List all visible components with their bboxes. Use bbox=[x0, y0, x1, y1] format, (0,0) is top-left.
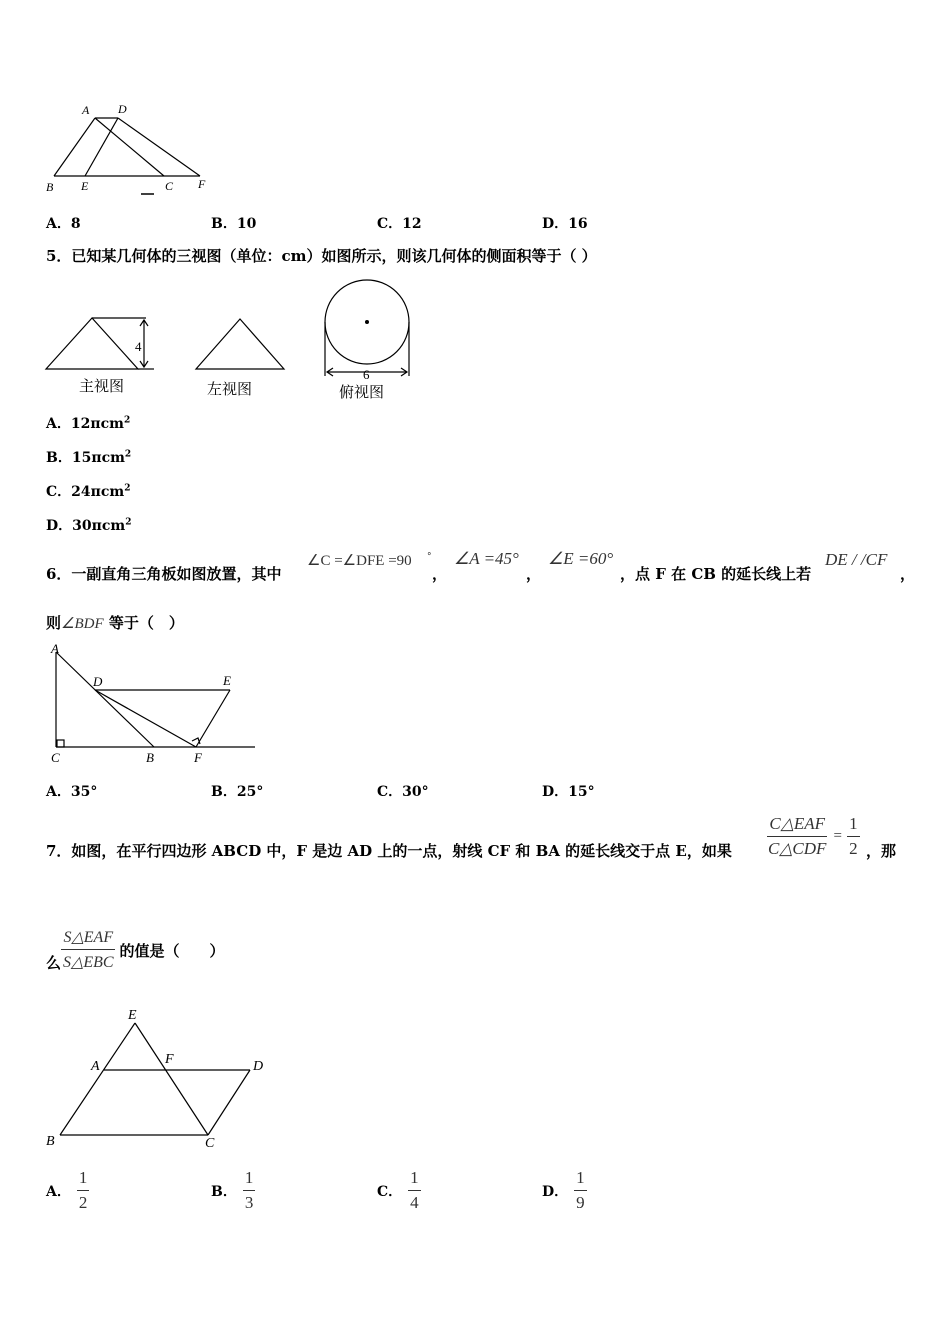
q7-label-D: D bbox=[253, 1059, 264, 1074]
q4-figure bbox=[40, 98, 220, 198]
q7-label-E: E bbox=[128, 1008, 137, 1023]
q4-option-d[interactable]: D．16 bbox=[542, 216, 588, 232]
q4-label-A: A bbox=[82, 103, 90, 117]
q6-label-B: B bbox=[146, 750, 154, 765]
q5-stem: 5．已知某几何体的三视图（单位：cm）如图所示，则该几何体的侧面积等于（ ） bbox=[46, 247, 597, 265]
q7-figure bbox=[40, 1003, 275, 1153]
q4-option-c[interactable]: C．12 bbox=[377, 216, 422, 232]
q7-stem: 7．如图，在平行四边形 ABCD 中，F 是边 AD 上的一点，射线 CF 和 BA 的延长线交于点 E，如果 bbox=[46, 842, 732, 860]
q6-option-d[interactable]: D．15° bbox=[542, 784, 595, 800]
q4-option-b[interactable]: B．10 bbox=[211, 216, 257, 232]
q4-option-a[interactable]: A．8 bbox=[46, 216, 81, 232]
q6-stem-mid: ，点 F 在 CB 的延长线上若 bbox=[620, 565, 812, 583]
q6-label-E: E bbox=[223, 673, 231, 688]
q5-top-view-caption: 俯视图 bbox=[339, 383, 385, 401]
q7-label-F: F bbox=[165, 1052, 174, 1067]
q7-ratio-denominator: C△CDF bbox=[768, 839, 827, 858]
q7-equals: = bbox=[833, 828, 842, 844]
q6-label-C: C bbox=[51, 750, 60, 765]
q7-label-B: B bbox=[46, 1134, 55, 1149]
q6-label-A: A bbox=[51, 641, 59, 656]
q7-area-denominator: S△EBC bbox=[63, 954, 114, 971]
q7-option-b[interactable]: B． $\frac{1}{3}$ bbox=[211, 1168, 254, 1212]
q6-comma-2: ， bbox=[526, 565, 542, 583]
q4-label-D: D bbox=[118, 102, 127, 116]
q7-option-c[interactable]: C． $\frac{1}{4}$ bbox=[377, 1168, 419, 1212]
q7-stem-line2: 么 $\frac{\text{S△EAF}}{\text{S△EBC}}$ 的值是（ ） bbox=[46, 929, 225, 972]
q5-front-view-caption: 主视图 bbox=[79, 377, 125, 395]
q7-label-A: A bbox=[91, 1059, 100, 1074]
q5-option-a[interactable]: A．12πcm$^2$ bbox=[46, 415, 131, 432]
q6-option-c[interactable]: C．30° bbox=[377, 784, 429, 800]
q6-label-D: D bbox=[93, 674, 103, 689]
q4-label-B: B bbox=[46, 180, 54, 194]
q6-angle-bdf: ∠BDF bbox=[61, 616, 104, 632]
q6-condition-2: ∠A =45° bbox=[454, 549, 519, 568]
q6-comma-3: ， bbox=[900, 565, 916, 583]
q7-half-denominator: 2 bbox=[849, 839, 858, 858]
q7-option-a[interactable]: A． $\frac{1}{2}$ bbox=[46, 1168, 88, 1212]
q5-left-view-caption: 左视图 bbox=[207, 380, 253, 398]
q7-label-C: C bbox=[205, 1136, 215, 1151]
q6-condition-1: ∠C =∠DFE =90 bbox=[307, 553, 412, 569]
q7-area-numerator: S△EAF bbox=[61, 927, 115, 950]
q4-label-E: E bbox=[81, 179, 89, 193]
q6-condition-3: ∠E =60° bbox=[548, 549, 614, 568]
q5-option-c[interactable]: C．24πcm$^2$ bbox=[46, 483, 131, 500]
q7-stem-end: ，那 bbox=[866, 842, 897, 860]
q6-stem-prefix: 6．一副直角三角板如图放置，其中 bbox=[46, 565, 282, 583]
q6-comma-1: ， bbox=[432, 565, 448, 583]
q7-perimeter-ratio bbox=[766, 814, 860, 859]
q4-label-F: F bbox=[198, 177, 206, 191]
q5-height-label: 4 bbox=[135, 339, 142, 354]
q6-degree-mark: ° bbox=[427, 552, 432, 562]
q4-label-C: C bbox=[165, 179, 174, 193]
q6-stem-line2: 则∠BDF 等于（ ） bbox=[46, 614, 184, 632]
q6-label-F: F bbox=[194, 750, 202, 765]
q6-figure bbox=[40, 640, 265, 768]
q6-condition-4: DE / /CF bbox=[825, 550, 888, 569]
q7-ratio-numerator: C△EAF bbox=[767, 814, 827, 837]
q7-half-numerator: 1 bbox=[847, 814, 860, 837]
q6-option-b[interactable]: B．25° bbox=[211, 784, 264, 800]
q7-option-d[interactable]: D． $\frac{1}{9}$ bbox=[542, 1168, 585, 1212]
q5-option-d[interactable]: D．30πcm$^2$ bbox=[46, 517, 132, 534]
q5-width-label: 6 bbox=[363, 367, 370, 382]
q6-option-a[interactable]: A．35° bbox=[46, 784, 98, 800]
q5-option-b[interactable]: B．15πcm$^2$ bbox=[46, 449, 132, 466]
